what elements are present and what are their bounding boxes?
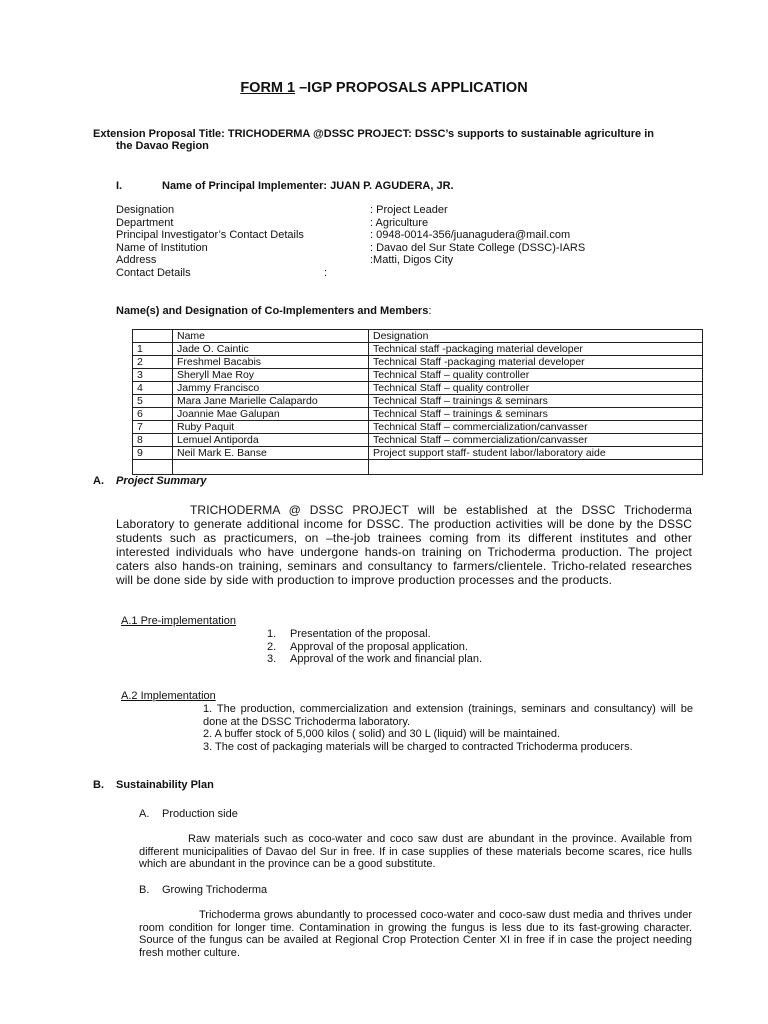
production-side-letter: A. (139, 808, 150, 820)
section-a-letter: A. (93, 475, 104, 487)
proposal-title-line1: Extension Proposal Title: TRICHODERMA @DSSC PROJECT: DSSC’s supports to sustainable agriculture in (93, 128, 655, 140)
growing-trichoderma-heading: Growing Trichoderma (162, 884, 268, 896)
members-heading-text: Name(s) and Designation of Co-Implementers and Members (116, 305, 429, 317)
detail-value: :Matti, Digos City (370, 254, 454, 266)
implementation-item: 2. A buffer stock of 5,000 kilos ( solid) and 30 L (liquid) will be maintained. (203, 728, 561, 740)
section-b-letter: B. (93, 779, 104, 791)
list-item: Approval of the proposal application. (290, 640, 468, 653)
column-header-name: Name (173, 330, 369, 343)
table-row (133, 434, 703, 447)
member-name: Joannie Mae Galupan (173, 408, 369, 421)
column-header-designation: Designation (369, 330, 703, 343)
implementation-heading: A.2 Implementation (121, 690, 216, 702)
row-number: 9 (133, 447, 173, 460)
production-side-heading: Production side (162, 808, 238, 820)
form-number: FORM 1 (240, 80, 296, 96)
table-cell (369, 460, 703, 475)
production-side-text: Raw materials such as coco-water and coco saw dust are abundant in the province. Available from different municipalities of Davao del Sur in free. If in case supplies of these materials become scares, rice hulls which are abundant in the province can be a good substitute. (139, 833, 692, 871)
member-name: Freshmel Bacabis (173, 356, 369, 369)
detail-value: : Agriculture (370, 216, 429, 229)
member-name: Ruby Paquit (173, 421, 369, 434)
detail-label: Address (116, 254, 157, 266)
row-number: 8 (133, 434, 173, 447)
member-designation: Technical Staff – commercialization/canvasser (369, 421, 703, 434)
implementation-item: 3. The cost of packaging materials will be charged to contracted Trichoderma producers. (203, 741, 633, 753)
growing-trichoderma-text: Trichoderma grows abundantly to processed coco-water and coco-saw dust media and thrives under room condition for longer time. Contamination in growing the fungus is less due to its fast-growing character. Source of the fungus can be availed at Regional Crop Protection Center XI in free if in case the project needing fresh mother culture. (139, 909, 692, 959)
member-name: Mara Jane Marielle Calapardo (173, 395, 369, 408)
table-cell (173, 460, 369, 475)
list-number: 3. (267, 653, 277, 665)
list-number: 1. (267, 628, 277, 640)
member-designation: Technical Staff – trainings & seminars (369, 395, 703, 408)
project-summary-text: TRICHODERMA @ DSSC PROJECT will be established at the DSSC Trichoderma Laboratory to generate additional income for DSSC. The production activities will be done by the DSSC students such as practicumers, on –the-job trainees coming from its different institutes and other interested individuals who have undergone hands-on training on Trichoderma production. The project caters also hands-on training, seminars and consultancy to farmers/clientele. Tricho-related researches will be done side by side with production to improve production processes and the products. (116, 503, 692, 587)
member-name: Lemuel Antiporda (173, 434, 369, 447)
table-row (133, 369, 703, 382)
table-header-row (133, 330, 703, 343)
form-title (0, 80, 768, 96)
detail-label: Department (116, 216, 174, 229)
members-heading (116, 305, 431, 318)
detail-label: Contact Details (116, 266, 191, 279)
table-row (133, 408, 703, 421)
member-designation: Technical Staff – quality controller (369, 382, 703, 395)
table-row (133, 395, 703, 408)
members-table (132, 329, 703, 475)
table-cell (133, 460, 173, 475)
table-row (133, 382, 703, 395)
member-name: Jammy Francisco (173, 382, 369, 395)
table-row (133, 421, 703, 434)
detail-value: : 0948-0014-356/juanagudera@mail.com (370, 229, 571, 241)
principal-implementer: Name of Principal Implementer: JUAN P. AGUDERA, JR. (162, 180, 454, 192)
list-item: Approval of the work and financial plan. (290, 653, 483, 665)
member-designation: Technical Staff – quality controller (369, 369, 703, 382)
row-number: 5 (133, 395, 173, 408)
project-summary-heading: Project Summary (116, 475, 207, 487)
member-designation: Technical Staff – commercialization/canvasser (369, 434, 703, 447)
members-heading-colon: : (428, 305, 432, 317)
detail-value: : (324, 266, 328, 279)
member-name: Sheryll Mae Roy (173, 369, 369, 382)
member-designation: Technical Staff -packaging material developer (369, 356, 703, 369)
table-row (133, 343, 703, 356)
table-row-empty (133, 460, 703, 475)
row-number: 3 (133, 369, 173, 382)
list-number: 2. (267, 640, 277, 653)
member-name: Jade O. Caintic (173, 343, 369, 356)
detail-value: : Davao del Sur State College (DSSC)-IARS (370, 241, 586, 254)
member-designation: Technical staff -packaging material developer (369, 343, 703, 356)
pre-implementation-heading: A.1 Pre-implementation (121, 615, 236, 627)
detail-label: Principal Investigator’s Contact Details (116, 229, 304, 241)
form-title-text: –IGP PROPOSALS APPLICATION (295, 80, 528, 96)
detail-value: : Project Leader (370, 204, 448, 216)
implementation-item: 1. The production, commercialization and extension (trainings, seminars and consultancy) will be done at the DSSC Trichoderma laboratory. (203, 703, 693, 728)
row-number: 2 (133, 356, 173, 369)
table-row (133, 447, 703, 460)
row-number: 6 (133, 408, 173, 421)
section-i-number: I. (116, 180, 123, 192)
growing-trichoderma-letter: B. (139, 884, 150, 896)
table-row (133, 356, 703, 369)
list-item: Presentation of the proposal. (290, 628, 431, 640)
table-cell (133, 330, 173, 343)
proposal-title-line2: the Davao Region (116, 140, 209, 152)
row-number: 7 (133, 421, 173, 434)
detail-label: Designation (116, 204, 175, 216)
sustainability-plan-heading: Sustainability Plan (116, 779, 214, 791)
row-number: 1 (133, 343, 173, 356)
member-designation: Technical Staff – trainings & seminars (369, 408, 703, 421)
detail-label: Name of Institution (116, 241, 208, 254)
row-number: 4 (133, 382, 173, 395)
member-name: Neil Mark E. Banse (173, 447, 369, 460)
member-designation: Project support staff- student labor/laboratory aide (369, 447, 703, 460)
